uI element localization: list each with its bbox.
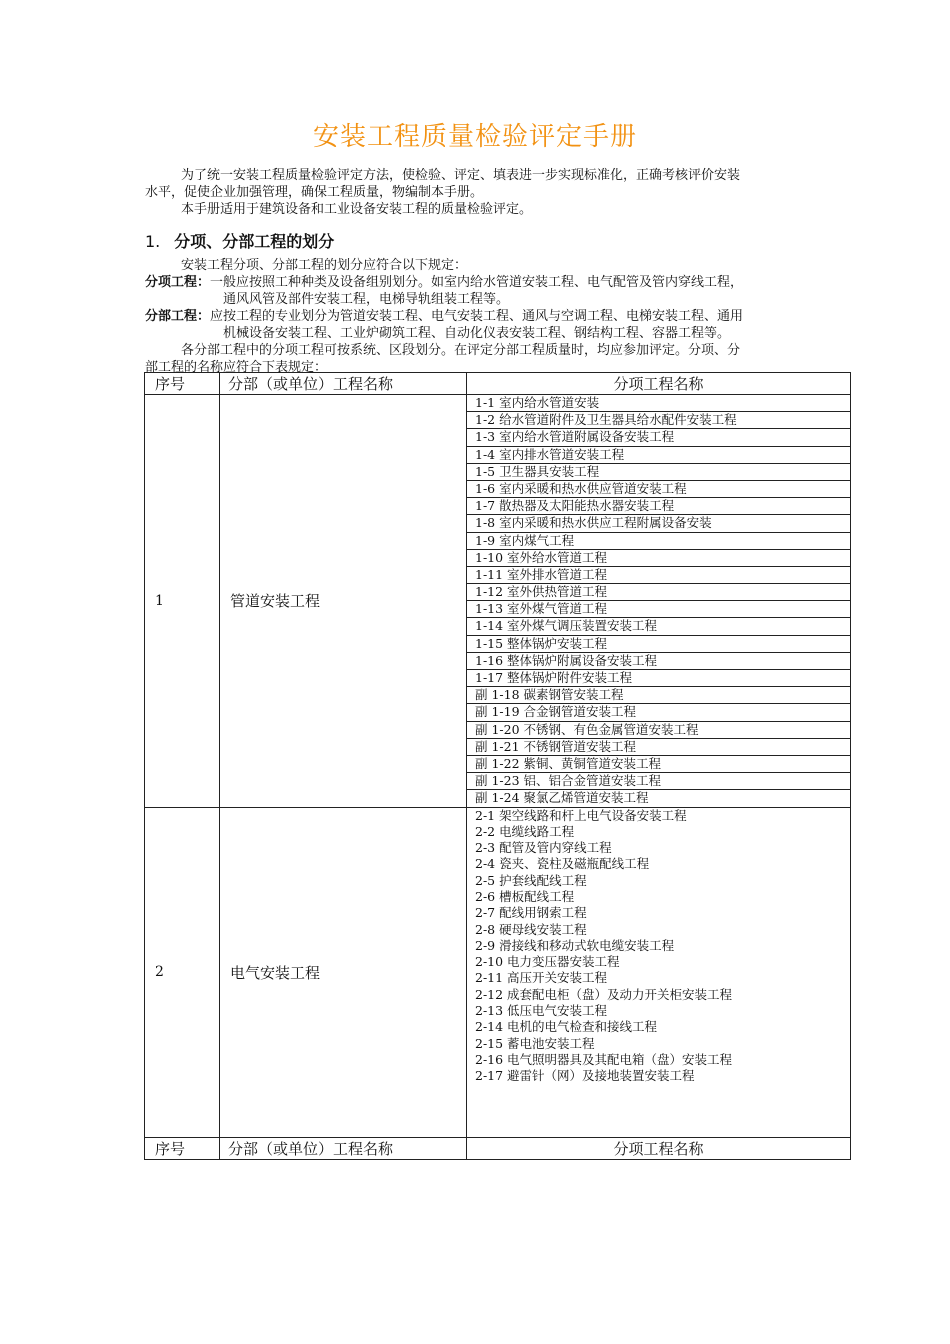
table-row [145,807,851,1137]
group-name: 电气安装工程 [220,807,467,1137]
fb-label: 分部工程： [145,309,211,324]
footer-seq: 序号 [145,1137,220,1159]
list-item: 2-15 蓄电池安装工程 [475,1035,595,1051]
list-item: 1-3 室内给水管道附属设备安装工程 [467,429,850,446]
list-item: 1-15 整体锅炉安装工程 [467,636,850,653]
intro-line-3: 本手册适用于建筑设备和工业设备安装工程的质量检验评定。 [181,202,533,217]
group-seq: 2 [145,807,220,1137]
subitems-cell [467,807,851,1137]
list-item: 1-11 室外排水管道工程 [467,567,850,584]
section-title: 分项、分部工程的划分 [174,232,335,251]
intro-paragraph [145,167,805,218]
subitem-list [467,395,850,807]
list-item: 1-17 整体锅炉附件安装工程 [467,670,850,687]
rules-lead: 安装工程分项、分部工程的划分应符合以下规定： [181,258,468,273]
list-item: 2-8 硬母线安装工程 [475,921,587,937]
division-table [144,372,851,1160]
list-item: 2-16 电气照明器具及其配电箱（盘）安装工程 [475,1051,733,1067]
list-item: 1-10 室外给水管道工程 [467,550,850,567]
subitems-cell [467,395,851,808]
list-item: 副 1-23 铝、铝合金管道安装工程 [467,773,850,790]
header-dept: 分部（或单位）工程名称 [220,373,467,395]
subitem-list [467,808,850,1085]
list-item: 1-8 室内采暖和热水供应工程附属设备安装 [467,515,850,532]
rules-block [145,257,805,376]
fb-text-2: 机械设备安装工程、工业炉砌筑工程、自动化仪表安装工程、钢结构工程、容器工程等。 [223,326,731,341]
list-item: 2-2 电缆线路工程 [475,823,575,839]
note-line-2: 部工程的名称应符合下表规定： [145,360,328,375]
list-item: 2-17 避雷针（网）及接地装置安装工程 [475,1068,695,1084]
list-item: 副 1-19 合金钢管道安装工程 [467,704,850,721]
list-item: 2-10 电力变压器安装工程 [475,954,620,970]
list-item: 2-7 配线用钢索工程 [475,905,587,921]
rules-fb-line-1 [145,308,805,325]
list-item: 2-5 护套线配线工程 [475,872,587,888]
list-item: 1-1 室内给水管道安装 [467,395,850,412]
header-sub: 分项工程名称 [467,373,851,395]
intro-line-2: 水平，促使企业加强管理，确保工程质量，物编制本手册。 [145,185,484,200]
note-line-1: 各分部工程中的分项工程可按系统、区段划分。在评定分部工程质量时，均应参加评定。分项、分 [181,343,741,358]
document-title: 安装工程质量检验评定手册 [312,122,637,152]
list-item: 副 1-24 聚氯乙烯管道安装工程 [475,790,649,806]
table-row [145,395,851,808]
list-item: 2-14 电机的电气检查和接线工程 [475,1019,658,1035]
list-item: 1-12 室外供热管道工程 [467,584,850,601]
fx-text-1: 一般应按照工种种类及设备组别划分。如室内给水管道安装工程、电气配管及管内穿线工程， [210,275,744,290]
list-item: 2-9 滑接线和移动式软电缆安装工程 [475,937,675,953]
list-item: 2-11 高压开关安装工程 [475,970,608,986]
list-item: 副 1-21 不锈钢管道安装工程 [467,739,850,756]
list-item: 1-5 卫生器具安装工程 [467,464,850,481]
list-item: 2-13 低压电气安装工程 [475,1003,608,1019]
list-item: 1-7 散热器及太阳能热水器安装工程 [467,498,850,515]
list-item: 1-2 给水管道附件及卫生器具给水配件安装工程 [467,412,850,429]
list-item: 2-12 成套配电柜（盘）及动力开关柜安装工程 [475,986,733,1002]
list-item: 2-3 配管及管内穿线工程 [475,840,612,856]
list-item: 1-6 室内采暖和热水供应管道安装工程 [467,481,850,498]
list-item: 1-4 室内排水管道安装工程 [467,447,850,464]
footer-dept: 分部（或单位）工程名称 [220,1137,467,1159]
table-footer-row [145,1137,851,1159]
list-item: 副 1-18 碳素钢管安装工程 [467,687,850,704]
list-item: 1-13 室外煤气管道工程 [467,601,850,618]
header-seq: 序号 [145,373,220,395]
list-item: 2-6 槽板配线工程 [475,888,575,904]
group-name: 管道安装工程 [220,395,467,808]
fx-text-2: 通风风管及部件安装工程，电梯导轨组装工程等。 [223,292,510,307]
list-item: 2-4 瓷夹、瓷柱及磁瓶配线工程 [475,856,650,872]
fb-text-1: 应按工程的专业划分为管道安装工程、电气安装工程、通风与空调工程、电梯安装工程、通用 [210,309,744,324]
section-number: 1. [145,232,161,251]
section-heading [145,229,334,252]
list-item: 副 1-20 不锈钢、有色金属管道安装工程 [467,722,850,739]
list-item: 副 1-22 紫铜、黄铜管道安装工程 [467,756,850,773]
intro-line-1: 为了统一安装工程质量检验评定方法，使检验、评定、填表进一步实现标准化，正确考核评价安装 [181,168,741,183]
group-seq: 1 [145,395,220,808]
table-header-row [145,373,851,395]
fx-label: 分项工程： [145,275,211,290]
list-item: 1-16 整体锅炉附属设备安装工程 [467,653,850,670]
footer-sub: 分项工程名称 [467,1137,851,1159]
rules-fx-line-1 [145,274,805,291]
list-item: 2-1 架空线路和杆上电气设备安装工程 [475,807,687,823]
list-item: 1-9 室内煤气工程 [467,533,850,550]
list-item: 1-14 室外煤气调压装置安装工程 [467,618,850,635]
